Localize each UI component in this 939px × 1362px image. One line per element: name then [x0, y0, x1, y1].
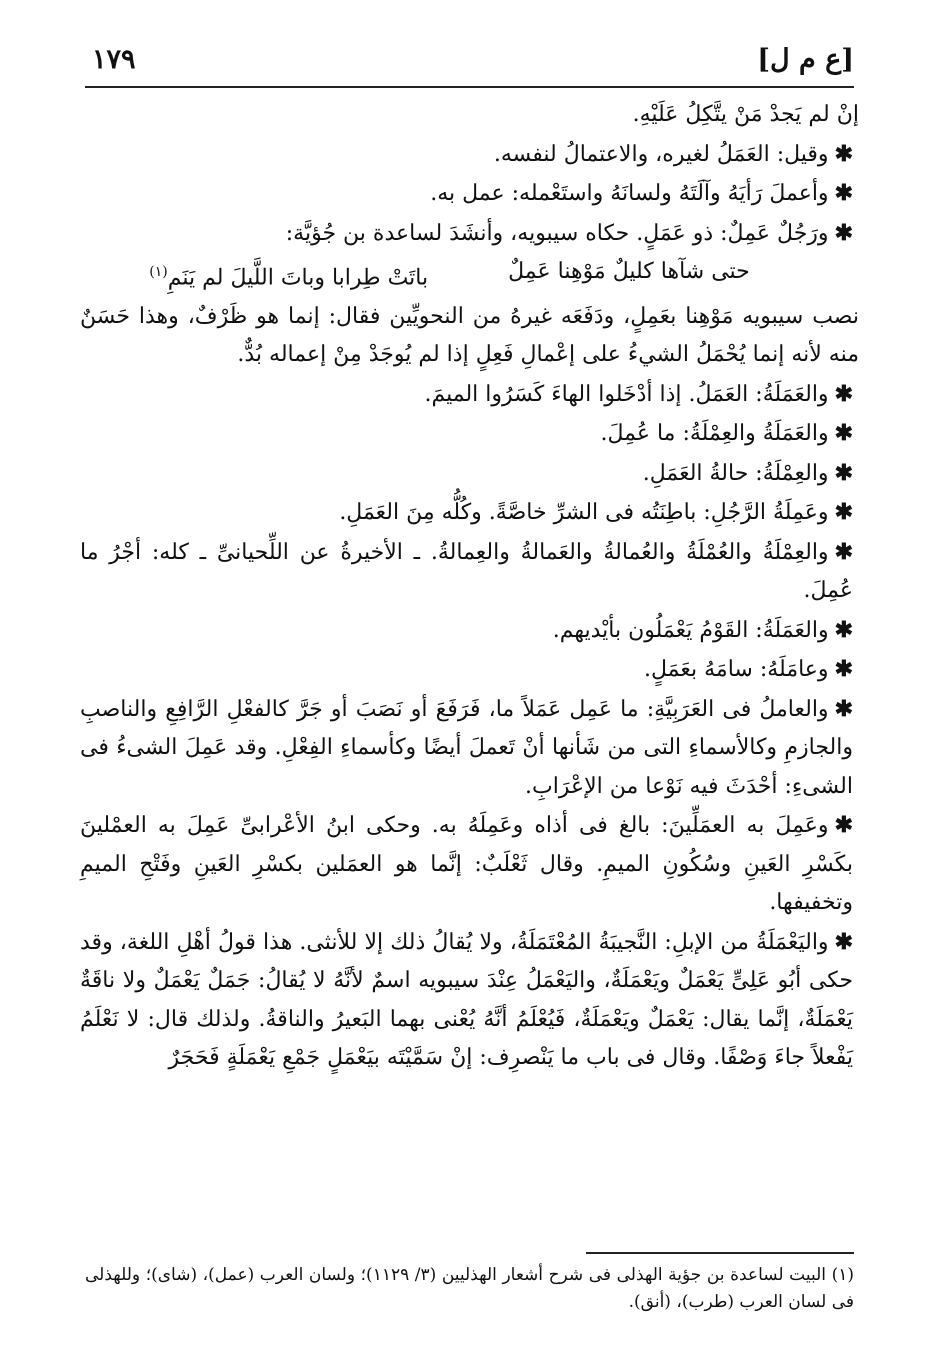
entry-paragraph	[80, 806, 859, 923]
entry-paragraph	[80, 611, 859, 651]
poetry-verse	[80, 253, 859, 298]
asterisk-icon: ✱	[834, 140, 853, 167]
paragraph-text: وعَمِلَةُ الرَّجُلِ: باطِنَتُه فى الشرِّ خاصَّةً. وكُلُّه مِنَ العَمَلِ.	[339, 500, 829, 526]
entry-paragraph	[80, 454, 859, 494]
entry-paragraph	[80, 650, 859, 690]
asterisk-icon: ✱	[834, 616, 853, 643]
paragraph-text: والعِمْلَةُ: حالةُ العَمَلِ.	[642, 460, 829, 486]
entry-paragraph	[80, 214, 859, 254]
verse-first-hemistich: حتى شآها كليلٌ مَوْهِنا عَمِلٌ	[508, 259, 750, 284]
entry-paragraph	[80, 375, 859, 415]
header-rule	[85, 86, 854, 88]
paragraph-text: والعَمَلَةُ والعِمْلَةُ: ما عُمِلَ.	[600, 421, 829, 447]
asterisk-icon: ✱	[834, 928, 853, 955]
asterisk-icon: ✱	[834, 180, 853, 206]
asterisk-icon: ✱	[834, 538, 853, 565]
entry-paragraph	[80, 135, 859, 175]
paragraph-text: واليَعْمَلَةُ من الإبلِ: النَّجيبَةُ المُعْتَمَلَةُ، ولا يُقالُ ذلك إلا للأنثى. هذا قولُ أهْلِ اللغة، وقد حكى أبُو عَلِىٍّ يَعْمَلٌ ويَعْمَلَةٌ، واليَعْمَلُ عِنْدَ سيبويه اسمٌ لأنَّهُ لا يُقالُ: جَمَلٌ يَعْمَلٌ ولا ناقَةٌ يَعْمَلَةٌ، إنَّما يقال: يَعْمَلٌ ويَعْمَلَةٌ، فَيُعْلَمُ أنَّهُ يُعْنى بهما البَعيرُ والناقةُ. ولذلك قال: لا نَعْلَمُ يَفْعلاً جاءَ وَصْفًا. وقال فى باب ما يَنْصرِف: إنْ سَمَّيْتَه بيَعْمَلٍ جَمْعِ يَعْمَلَةٍ فَحَجَرٌ	[80, 929, 853, 1071]
entry-paragraph	[80, 414, 859, 454]
entry-paragraph	[80, 493, 859, 533]
verse-second-hemistich: باتَتْ طِرابا وباتَ اللَّيلَ لم يَنَمِ$^{(١)}$	[149, 264, 429, 291]
paragraph-text: والعَمَلَةُ: القَوْمُ يَعْمَلُون بأيْديهم.	[552, 617, 829, 643]
paragraph-text: وأعملَ رَأيَهُ وآلَتَهُ ولسانَهُ واستَعْمله: عمل به.	[430, 181, 829, 206]
asterisk-icon: ✱	[834, 499, 853, 526]
page-number: ١٧٩	[92, 44, 136, 75]
paragraph-text: وعامَلَهُ: سامَهُ بعَمَلٍ.	[644, 657, 829, 683]
paragraph-text: والعَمَلَةُ: العَمَلُ. إذا أدْخَلوا الهاءَ كَسَرُوا الميمَ.	[424, 381, 829, 407]
entry-body	[80, 96, 859, 1078]
footnote: (١) البيت لساعدة بن جؤية الهذلى فى شرح أشعار الهذليين (٣/ ١١٢٩)؛ ولسان العرب (عمل)، (شاى)؛ وللهذلى فى لسان العرب (طرب)، (أنق).	[85, 1265, 854, 1312]
asterisk-icon: ✱	[834, 420, 853, 447]
entry-paragraph	[80, 923, 859, 1078]
running-head-root: [ع م ل]	[757, 44, 854, 75]
paragraph: إنْ لم يَجدْ مَنْ يتَّكِلُ عَلَيْهِ.	[632, 102, 859, 127]
paragraph-text: ورَجُلٌ عَمِلٌ: ذو عَمَلٍ. حكاه سيبويه، وأنشَدَ لساعدة بن جُؤيَّة:	[285, 220, 829, 246]
asterisk-icon: ✱	[834, 695, 853, 722]
paragraph-text: والعاملُ فى العَرَبِيَّةِ: ما عَمِل عَمَلاً ما، فَرَفَعَ أو نَصَبَ أو جَرَّ كالفعْلِ الرَّافِعِ والناصبِ والجازمِ وكالأسماءِ التى من شَأنها أنْ تَعملَ أيضًا وكأسماءِ الفِعْلِ. وقد عَمِلَ الشىءُ فى الشىءِ: أحْدَثَ فيه نَوْعا من الإعْرَابِ.	[80, 696, 853, 799]
asterisk-icon: ✱	[834, 459, 853, 486]
asterisk-icon: ✱	[834, 656, 853, 683]
paragraph: نصب سيبويه مَوْهِنا بعَمِلٍ، ودَفَعَه غيرهُ من النحويِّين فقال: إنما هو ظَرْفٌ، وهذا حَسَنٌ منه لأنه إنما يُحْمَلُ الشيءُ على إعْمالِ فَعِلٍ إذا لم يُوجَدْ مِنْ إعماله بُدٌّ.	[80, 303, 859, 368]
entry-paragraph	[80, 174, 859, 214]
asterisk-icon: ✱	[834, 380, 853, 407]
paragraph-text: وقيل: العَمَلُ لغيره، والاعتمالُ لنفسه.	[493, 141, 829, 167]
asterisk-icon: ✱	[834, 219, 853, 246]
entry-paragraph	[80, 533, 859, 611]
paragraph-text: وعَمِلَ به العمَلِّينَ: بالغ فى أذاه وعَمِلَهُ به. وحكى ابنُ الأعْرابىِّ عَمِلَ به العمْلينَ بكَسْرِ العَينِ وسُكُونِ الميمِ. وقال ثَعْلَبٌ: إنَّما هو العمَلين بكسْرِ العَينِ وفَتْحِ الميمِ وتخفيفها.	[80, 813, 853, 916]
asterisk-icon: ✱	[834, 812, 853, 839]
paragraph-text: والعِمْلَةُ والعُمْلَةُ والعُمالةُ والعَمالةُ والعِمالةُ. ـ الأخيرةُ عن اللِّحيانىِّ ـ كله: أجْرُ ما عُمِلَ.	[80, 539, 853, 604]
entry-paragraph	[80, 690, 859, 807]
footnote-marker: (١)	[149, 264, 168, 280]
footnote-rule	[586, 1252, 854, 1254]
